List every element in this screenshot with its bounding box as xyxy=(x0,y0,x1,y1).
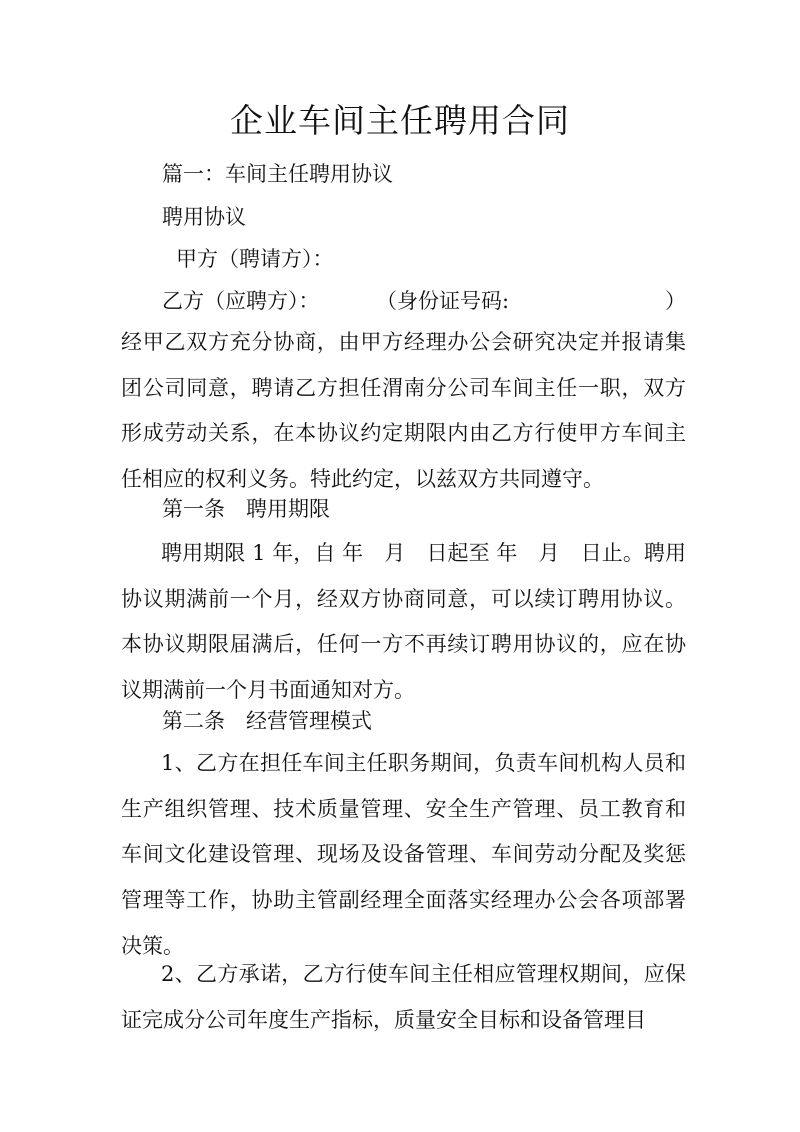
article2-item1-text: 1、乙方在担任车间主任职务期间，负责车间机构人员和生产组织管理、技术质量管理、安全生产管理、员工教育和车间文化建设管理、现场及设备管理、车间劳动分配及奖惩管理等工作，协助主管副经理全面落实经理办公会各项部署决策。 xyxy=(121,751,686,958)
agreement-label: 聘用协议 xyxy=(162,205,246,229)
party-b-label: 乙方（应聘方）： xyxy=(162,289,320,313)
article1-heading: 第一条 聘用期限 xyxy=(162,497,330,521)
article1-text: 聘用期限 1 年，自 年 月 日起至 年 月 日止。聘用协议期满前一个月，经双方协商同意，可以续订聘用协议。本协议期限届满后，任何一方不再续订聘用协议的，应在协议期满前一个月书面通知对方。 xyxy=(121,541,686,703)
article2-item2 xyxy=(121,952,686,1043)
article1-body xyxy=(121,531,686,714)
id-number-label: （身份证号码: xyxy=(376,289,510,313)
document-title: 企业车间主任聘用合同 xyxy=(230,101,570,140)
intro-paragraph: 经甲乙双方充分协商，由甲方经理办公会研究决定并报请集团公司同意，聘请乙方担任渭南分公司车间主任一职，双方形成劳动关系，在本协议约定期限内由乙方行使甲方车间主任相应的权利义务。特此约定，以兹双方共同遵守。 xyxy=(121,330,686,492)
article2-item1 xyxy=(121,741,686,970)
article2-heading: 第二条 经营管理模式 xyxy=(162,709,372,733)
article2-item2-text: 2、乙方承诺，乙方行使车间主任相应管理权期间，应保证完成分公司年度生产指标，质量安全目标和设备管理目 xyxy=(121,962,686,1032)
id-number-close: ） xyxy=(665,289,686,313)
party-a-line: 甲方（聘请方）： xyxy=(176,247,334,271)
section-heading: 篇一：车间主任聘用协议 xyxy=(162,162,393,186)
